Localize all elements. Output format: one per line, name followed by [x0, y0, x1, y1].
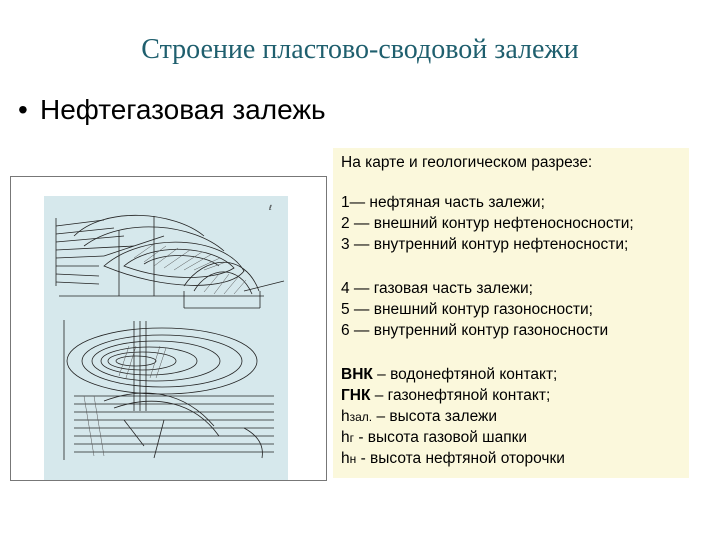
legend-term-text: – водонефтяной контакт; [372, 366, 558, 383]
legend-term-subscript: н [349, 452, 357, 466]
legend-term-text: – высота залежи [372, 408, 498, 425]
section-view [56, 204, 284, 308]
legend-box [333, 148, 689, 478]
legend-term-row [341, 364, 557, 385]
legend-term: h [341, 408, 350, 425]
legend-term-text: – газонефтяной контакт; [370, 387, 551, 404]
legend-term-row [341, 406, 497, 428]
legend-term-subscript: зал. [349, 410, 373, 424]
slide-title: Строение пластово-сводовой залежи [141, 34, 579, 65]
legend-term: h [341, 429, 350, 446]
legend-item: 1— нефтяная часть залежи; [341, 194, 545, 211]
legend-term: ВНК [341, 366, 373, 383]
legend-term: ГНК [341, 387, 371, 404]
legend-term-row [341, 448, 565, 470]
legend-item: 4 — газовая часть залежи; [341, 280, 533, 297]
legend-term-row [341, 427, 527, 449]
geological-figure [44, 196, 288, 480]
bullet-text: Нефтегазовая залежь [40, 94, 326, 125]
legend-item: 3 — внутренний контур нефтеносности; [341, 236, 629, 253]
legend-term-text: - высота нефтяной оторочки [356, 450, 565, 467]
map-view [64, 320, 274, 460]
legend-item: 2 — внешний контур нефтеносносности; [341, 215, 634, 232]
svg-text:ℓ: ℓ [269, 204, 272, 212]
hatch-area [134, 244, 246, 294]
legend-term-row [341, 385, 550, 406]
legend-term: h [341, 450, 350, 467]
bullet-item [18, 94, 326, 126]
legend-item: 6 — внутренний контур газоносности [341, 322, 609, 339]
legend-header: На карте и геологическом разрезе: [341, 154, 593, 171]
legend-item: 5 — внешний контур газоносности; [341, 301, 593, 318]
deposit-diagram-image [44, 196, 288, 480]
legend-term-subscript: г [349, 431, 355, 445]
legend-term-text: - высота газовой шапки [354, 429, 528, 446]
bullet-icon: • [18, 94, 28, 125]
